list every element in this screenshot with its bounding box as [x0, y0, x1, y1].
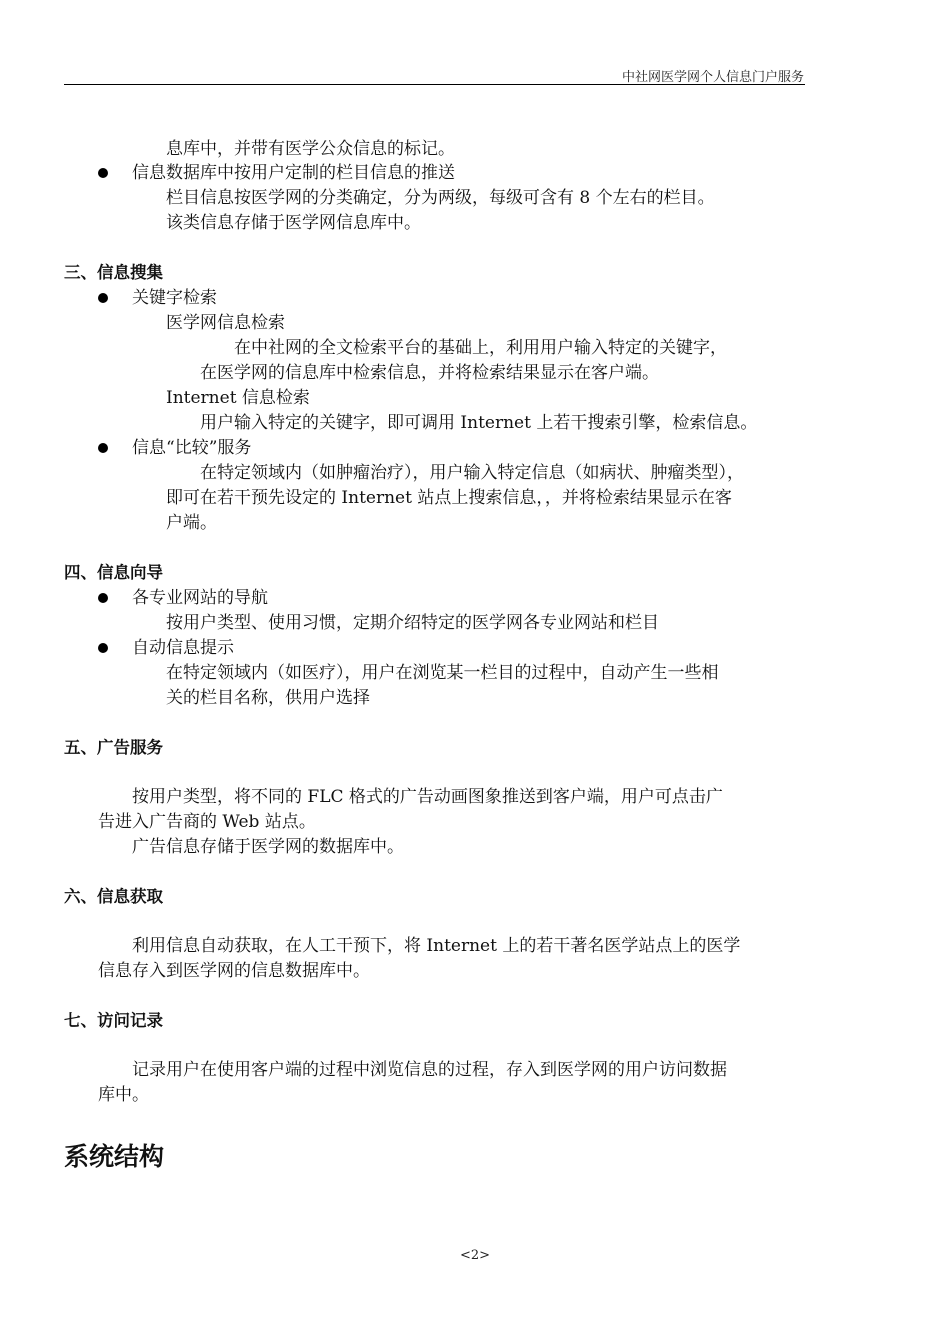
body-line: 库中。 — [98, 1085, 149, 1105]
body-line: 医学网信息检索 — [166, 313, 285, 333]
body-line: 关的栏目名称，供用户选择 — [166, 688, 370, 708]
body-line: 在特定领域内（如医疗），用户在浏览某一栏目的过程中，自动产生一些相 — [166, 663, 719, 683]
body-line: 利用信息自动获取，在人工干预下，将 Internet 上的若干著名医学站点上的医学 — [132, 936, 741, 956]
body-line: 按用户类型，将不同的 FLC 格式的广告动画图象推送到客户端，用户可点击广 — [132, 787, 723, 807]
bullet-item: 自动信息提示 — [132, 638, 234, 658]
bullet-icon — [98, 443, 108, 453]
body-line: 在中社网的全文检索平台的基础上，利用用户输入特定的关键字， — [234, 338, 727, 358]
bullet-icon — [98, 643, 108, 653]
body-line: 在医学网的信息库中检索信息，并将检索结果显示在客户端。 — [200, 363, 659, 383]
running-header: 中社网医学网个人信息门户服务 — [621, 70, 804, 85]
bullet-icon — [98, 593, 108, 603]
body-line: 广告信息存储于医学网的数据库中。 — [132, 837, 404, 857]
section-heading: 五、广告服务 — [64, 738, 163, 757]
body-line: 该类信息存储于医学网信息库中。 — [166, 213, 421, 233]
bullet-icon — [98, 293, 108, 303]
body-line: 记录用户在使用客户端的过程中浏览信息的过程，存入到医学网的用户访问数据 — [132, 1060, 727, 1080]
body-line: 按用户类型、使用习惯，定期介绍特定的医学网各专业网站和栏目 — [166, 613, 659, 633]
page-number: <2> — [459, 1248, 491, 1263]
bullet-item: 关键字检索 — [132, 288, 217, 308]
body-line: 信息存入到医学网的信息数据库中。 — [98, 961, 370, 981]
body-line: 户端。 — [166, 513, 217, 533]
section-heading: 七、访问记录 — [64, 1011, 163, 1030]
body-line: Internet 信息检索 — [166, 388, 310, 408]
section-heading: 六、信息获取 — [64, 887, 163, 906]
section-heading: 四、信息向导 — [64, 563, 163, 582]
bullet-item: 各专业网站的导航 — [132, 588, 268, 608]
chapter-title: 系统结构 — [64, 1142, 165, 1171]
body-line: 用户输入特定的关键字，即可调用 Internet 上若干搜索引擎，检索信息。 — [200, 413, 758, 433]
bullet-icon — [98, 168, 108, 178]
body-line: 在特定领域内（如肿瘤治疗），用户输入特定信息（如病状、肿瘤类型）， — [200, 463, 744, 483]
bullet-item: 信息数据库中按用户定制的栏目信息的推送 — [132, 163, 455, 183]
body-line: 即可在若干预先设定的 Internet 站点上搜索信息，，并将检索结果显示在客 — [166, 488, 732, 508]
body-line: 息库中，并带有医学公众信息的标记。 — [166, 139, 455, 159]
body-line: 栏目信息按医学网的分类确定，分为两级，每级可含有 8 个左右的栏目。 — [166, 188, 715, 208]
bullet-item: 信息“比较”服务 — [132, 438, 252, 458]
body-line: 告进入广告商的 Web 站点。 — [98, 812, 316, 832]
section-heading: 三、信息搜集 — [64, 263, 163, 282]
header-rule — [64, 84, 805, 85]
